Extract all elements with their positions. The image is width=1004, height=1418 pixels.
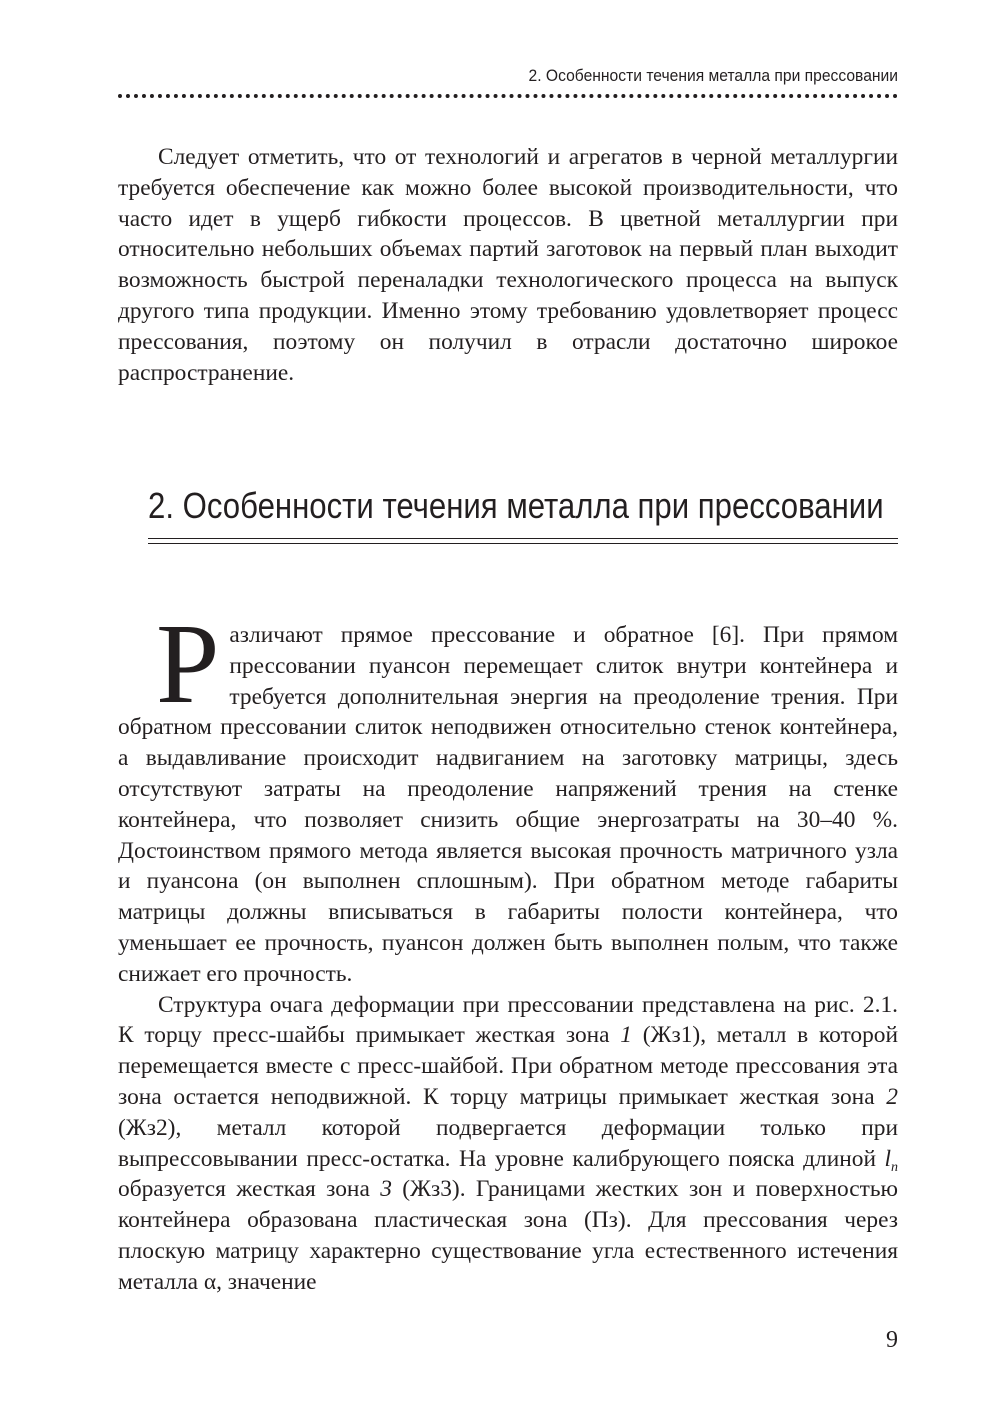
p2-text-5: (Жз3). Границами жестких зон и поверхностью контейнера образована пластическая зона (Пз). Для прессования через плоскую матрицу характерно существование угла естественного истечения металла α, значение	[118, 1176, 898, 1295]
zone-1-label: 1	[620, 1022, 632, 1049]
section-title: 2. Особенности течения металла при прессовании	[148, 485, 884, 526]
intro-paragraph: Следует отметить, что от технологий и агрегатов в черной металлургии требуется обеспечение как можно более высокой производительности, что часто идет в ущерб гибкости процессов. В цветной металлургии при относительно небольших объемах партий заготовок на первый план выходит возможность быстрой переналадки технологического процесса на выпуск другого типа продукции. Именно этому требованию удовлетворяет процесс прессования, поэтому он получил в отрасли достаточно широкое распространение.	[118, 144, 898, 386]
intro-text-block	[118, 142, 898, 388]
title-underline-top	[148, 538, 898, 539]
title-underline-bottom	[148, 543, 898, 544]
drop-cap: Р	[156, 600, 220, 727]
p2-text-2: (Жз1), металл в которой перемещается вместе с пресс-шайбой. При обратном методе прессования эта зона остается неподвижной. К торцу матрицы примыкает жесткая зона	[118, 1022, 898, 1110]
chapter-text-block	[118, 600, 898, 1298]
chapter-paragraph-1-text: азличают прямое прессование и обратное [6]. При прямом прессовании пуансон перемещает слиток внутри контейнера и требуется дополнительная энергия на преодоление трения. При обратном прессовании слиток неподвижен относительно стенок контейнера, а выдавливание происходит надвиганием на заготовку матрицы, здесь отсутствуют затраты на преодоление напряжений трения на стенке контейнера, что позволяет снизить общие энергозатраты на 30–40 %. Достоинством прямого метода является высокая прочность матричного узла и пуансона (он выполнен сплошным). При обратном методе габариты матрицы должны вписываться в габариты полости контейнера, что уменьшает ее прочность, пуансон должен быть выполнен полым, что также снижает его прочность.	[118, 622, 898, 987]
length-symbol	[884, 1145, 899, 1175]
zone-3-label: 3	[380, 1176, 392, 1203]
p2-text-4: образуется жесткая зона	[118, 1176, 381, 1203]
p2-text-3: (Жз2), металл которой подвергается деформации только при выпрессовывании пресс-остатка. На уровне калибрующего пояска длиной	[118, 1114, 898, 1172]
chapter-paragraph-2	[118, 990, 898, 1298]
length-symbol-base: l	[884, 1145, 891, 1172]
running-header: 2. Особенности течения металла при прессовании	[528, 66, 898, 85]
length-symbol-subscript: n	[891, 1159, 898, 1175]
header-dotted-divider	[118, 94, 898, 98]
chapter-paragraph-1	[118, 600, 898, 990]
zone-2-label: 2	[886, 1083, 898, 1110]
page-number: 9	[886, 1327, 898, 1353]
p2-text-1: Структура очага деформации при прессовании представлена на рис. 2.1. К торцу пресс-шайбы примыкает жесткая зона	[118, 991, 898, 1049]
